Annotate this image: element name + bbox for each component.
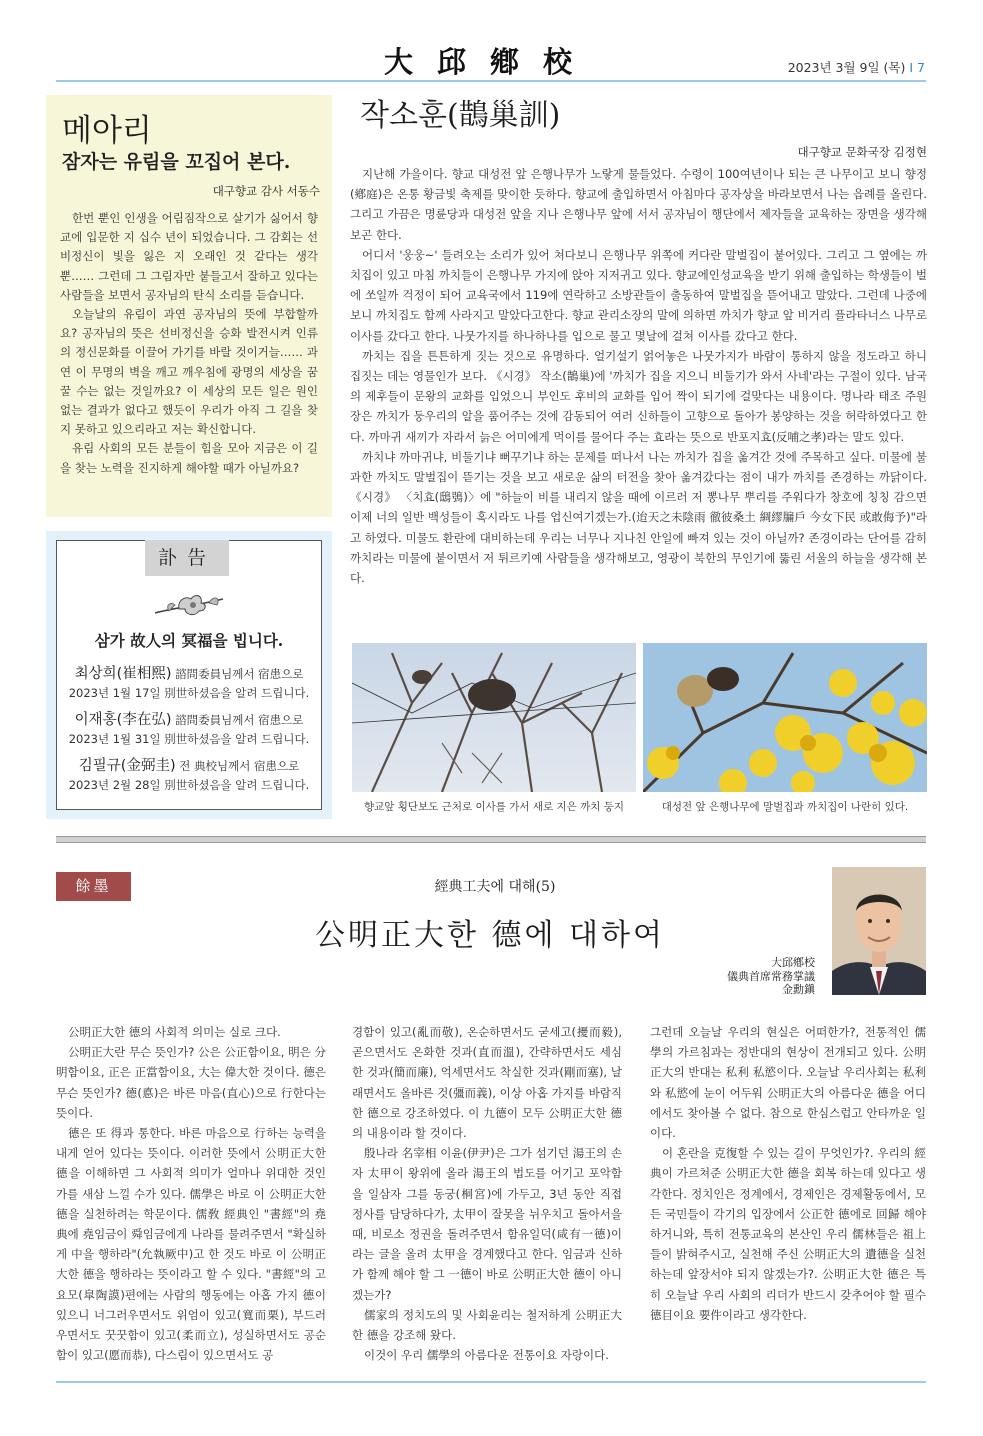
article-title: 작소훈(鵲巢訓) [360, 98, 561, 133]
photo-caption: 향교앞 횡단보도 근처로 이사를 가서 새로 지은 까치 둥지 [364, 801, 624, 813]
paragraph: 公明正大란 무슨 뜻인가? 公은 公正함이요, 明은 分明함이요, 正은 正當함이요, 大는 偉大한 것이다. 德은 무슨 뜻인가? 德(悳)은 바른 마음(直心)으로 行한다는 뜻이다. [56, 1045, 326, 1120]
photo-caption: 대성전 앞 은행나무에 말벌집과 까치집이 나란히 있다. [661, 801, 909, 813]
entry-line: 2023년 2월 28일 別世하셨음을 알려 드립니다. [68, 778, 310, 792]
essay-column-3 [650, 1022, 926, 1325]
author-portrait [832, 867, 926, 995]
entry-line: 2023년 1월 31일 別世하셨음을 알려 드립니다. [68, 732, 310, 746]
deceased-name: 최상희(崔相熙) [74, 666, 172, 682]
paragraph: 이 혼란을 克復할 수 있는 길이 무엇인가?. 우리의 經典이 가르쳐준 公明正大한 德을 회복 하는데 있다고 생각한다. 정치인은 정계에서, 경제인은 경제활동에서, 모든 국민들이 각기의 입장에서 公正한 德에로 回歸 해야 하거니와, 특히 전통교육의 본산인 우리 儒林들은 祖上들이 밝혀주시고, 실천해 주신 公明正大의 遺德을 실천하는데 앞장서야 되지 않겠는가?. 公明正大한 德은 특히 오늘날 우리 사회의 리더가 반드시 갖추어야 할 필수 德目이요 要件이라고 생각한다. [650, 1146, 926, 1322]
entry-line: 諮問委員님께서 宿患으로 [171, 667, 304, 681]
paragraph: 公明正大한 德의 사회적 의미는 실로 크다. [68, 1025, 281, 1039]
paragraph: 까치는 집을 튼튼하게 짓는 것으로 유명하다. 얼기설기 얽어놓은 나뭇가지가 바람이 통하지 않을 정도라고 하니 집짓는 데는 영물인가 보다. 《시경》 작소(鵲巢)에 '까치가 집을 지으니 비둘기가 와서 사네'라는 구절이 있다. 남국의 제후들이 문왕의 교화를 입었으니 부인도 후비의 교화를 입어 짝이 되기에 걸맞다는 내용이다. 명나라 태조 주원장은 까치가 둥우리의 알을 품어주는 것에 감동되어 여러 신하들이 고향으로 돌아가 봉양하는 것을 허락하였다고 한다. 까마귀 새끼가 자라서 늙은 어미에게 먹이를 물어다 주는 효라는 뜻으로 반포지효(反哺之孝)라는 말도 있다. [350, 348, 927, 444]
paragraph: 지난해 가을이다. 향교 대성전 앞 은행나무가 노랗게 물들었다. 수령이 100여년이나 되는 큰 나무이고 보니 향정(鄕庭)은 온통 황금빛 축제를 맞이한 듯하다. 향교에 출입하면서 아침마다 공자상을 바라보면서 나는 읍례를 올린다. 그리고 가끔은 명륜당과 대성전 앞을 지나 은행나무 앞에 서서 공자님이 행단에서 제자들을 교육하는 장면을 생각해 보곤 한다. [350, 167, 927, 242]
obituary-entry [57, 757, 321, 795]
obituary-wish: 삼가 故人의 冥福을 빕니다. [94, 631, 284, 650]
section-tag: 餘墨 [56, 872, 131, 901]
essay-column-1 [56, 1022, 326, 1365]
paragraph: 德은 또 得과 통한다. 바른 마음으로 行하는 능력을 내게 얻어 있다는 뜻이다. 이러한 뜻에서 公明正大한 德을 이해하면 그 사회적 의미가 얼마나 위대한 것인가를 새삼 느낄 수가 있다. 儒學은 바로 이 公明正大한 德을 실천하려는 학문이다. 儒敎 經典인 "書經"의 堯典에 堯임금이 舜임금에게 나라를 물려주면서 "확실하게 中을 행하라"(允執厥中)고 한 것도 바로 이 公明正大한 德을 행하라는 뜻이라고 할 수 있다. "書經"의 고요모(皐陶謨)편에는 사람의 행동에는 아홉 가지 德이 있으니 너그러우면서도 위엄이 있고(寬而栗), 부드러우면서도 꿋꿋함이 있고(柔而立), 성실하면서도 공순함이 있고(愿而恭), 다스림이 있으면서도 공 [56, 1126, 326, 1363]
paragraph: 殷나라 名宰相 이윤(伊尹)은 그가 섬기던 湯王의 손자 太甲이 왕위에 올라 湯王의 법도를 어기고 포악함을 일삼자 그를 동궁(桐宮)에 가두고, 3년 동안 직접 정사를 담당하다가, 太甲이 잘못을 뉘우치고 돌아서을 때, 비로소 정권을 돌려주면서 함유일덕(咸有一德)이라는 글을 올려 太甲을 경계했다고 한다. 임금과 신하가 함께 해야 할 그 一德이 바로 公明正大한 德이 아니겠는가? [352, 1146, 622, 1302]
meari-subtitle: 잠자는 유림을 꼬집어 본다. [62, 151, 291, 173]
meari-heading: 메아리 [62, 113, 152, 149]
paragraph: 한번 뿐인 인생을 어림짐작으로 살기가 싫어서 향교에 입문한 지 십수 년이 되었습니다. 그 감회는 선비정신이 빛을 잃은 지 오래인 것 같다는 생각뿐…… 그런데 그 그림자만 붙들고서 잘하고 있다는 사람들을 보면서 공자님의 탄식 소리를 듣습니다. [60, 211, 318, 302]
meari-author: 대구향교 감사 서동수 [212, 184, 320, 198]
essay-byline [727, 956, 815, 997]
essay-column-2 [352, 1022, 622, 1365]
flower-icon [149, 587, 229, 619]
paragraph: 어디서 '웅웅~' 들려오는 소리가 있어 쳐다보니 은행나무 위쪽에 커다란 말벌집이 붙어있다. 그리고 그 옆에는 까치집이 있고 마침 까치들이 은행나무 가지에 앉아 지저귀고 있다. 향교에인성교육을 받기 위해 출입하는 학생들이 벌에 쏘일까 걱정이 되어 교육국에서 119에 연락하고 소방관들이 출동하여 말벌집을 뜯어내고 말았다. 그런데 나중에 보니 까치집도 함께 사라지고 말았다고한다. 향교 관리소장의 말에 의하면 까치가 향교 앞 비거리 플라타너스 나무로 이사를 갔다고 한다. 나뭇가지를 하나하나를 입으로 물고 몇날에 걸쳐 이사를 갔다고 한다. [350, 247, 927, 343]
obituary-entry [57, 711, 321, 749]
newspaper-title: 大邱鄕校 [383, 45, 596, 79]
entry-line: 諮問委員님께서 宿患으로 [171, 713, 304, 727]
obituary-entry [57, 665, 321, 703]
masthead [0, 38, 983, 78]
magpie-nest-photo [352, 643, 636, 792]
obituary-box [46, 531, 332, 819]
section-divider [56, 836, 926, 843]
issue-date [788, 58, 925, 76]
byline-line: 金勳鎭 [782, 983, 815, 996]
article-author: 대구향교 문화국장 김정현 [797, 145, 927, 159]
article-body [350, 164, 927, 588]
deceased-name: 이재홍(李在弘) [74, 712, 172, 728]
byline-line: 大邱鄕校 [771, 956, 815, 969]
entry-line: 2023년 1월 17일 別世하셨음을 알려 드립니다. [68, 686, 310, 700]
page-number: 7 [917, 60, 925, 75]
byline-line: 儀典首席常務掌議 [727, 969, 815, 983]
paragraph: 경함이 있고(亂而敬), 온순하면서도 굳세고(擾而毅), 곧으면서도 온화한 것과(直而溫), 간략하면서도 세심한 것과(簡而廉), 억세면서도 착실한 것과(剛而塞), 날래면서도 올바른 것(彊而義), 이상 아홉 가지를 바람직한 德으로 강조하였다. 이 九德이 모두 公明正大한 德의 내용이라 할 것이다. [352, 1025, 622, 1141]
essay-title: 公明正大한 德에 대하여 [315, 918, 665, 953]
bottom-rule [56, 1381, 926, 1383]
page-separator: I [909, 60, 914, 75]
top-rule [56, 80, 926, 82]
obituary-tab: 訃告 [145, 540, 229, 576]
paragraph: 이것이 우리 儒學의 아름다운 전통이요 자랑이다. [364, 1348, 609, 1363]
meari-body [60, 209, 318, 478]
obituary-frame [56, 540, 322, 810]
meari-column [46, 95, 332, 517]
date-text: 2023년 3월 9일 (목) [787, 60, 906, 75]
ginkgo-nest-photo [643, 643, 927, 792]
paragraph: 유림 사회의 모든 분들이 힘을 모아 지금은 이 길을 찾는 노력을 진지하게 해야할 때가 아닐까요? [60, 441, 318, 475]
paragraph: 까치냐 까마귀냐, 비둘기냐 뻐꾸기냐 하는 문제를 떠나서 나는 까치가 집을 옮겨간 것에 주목하고 싶다. 미물에 불과한 까치도 말벌집이 뜯기는 것을 보고 새로운 삶의 터전을 찾아 옮겨갔다는 점이 내가 까치를 존경하는 까닭이다. 《시경》 〈치효(鴟鴞)〉에 "하늘이 비를 내리지 않을 때에 이르러 저 뽕나무 뿌리를 주워다가 창호에 칭칭 감으면 이제 너의 일반 백성들이 혹시라도 나를 업신여기겠는가.(迨天之未陰雨 徹彼桑土 綢繆牖戶 今女下民 或敢侮予)"라고 하였다. 미물도 환란에 대비하는데 우리는 너무나 지나친 안일에 빠져 있는 것이 아닐까? 존경이라는 단어를 감히 까치라는 미물에 붙이면서 저 튀르키예 사람들을 생각해보고, 영광이 북한의 무인기에 뚫린 서울의 하늘을 생각해 본다. [350, 449, 927, 586]
paragraph: 儒家의 정치도의 및 사회윤리는 철저하게 公明正大한 德을 강조해 왔다. [352, 1307, 622, 1343]
paragraph: 오늘날의 유림이 과연 공자님의 뜻에 부합할까요? 공자님의 뜻은 선비정신을 승화 발전시켜 인류의 정신문화를 이끌어 가기를 바랄 것이거늘…… 과연 이 무명의 벽을 깨고 깨우침에 광명의 세상을 꿈꿀 수는 없는 것일까요? 이 세상의 모든 일은 원인 없는 결과가 없다고 했듯이 우리가 아직 그 길을 찾지 못하고 있으리라고 저는 확신합니다. [60, 307, 318, 437]
deceased-name: 김필규(金弼圭) [78, 758, 176, 774]
series-title: 經典工夫에 대해(5) [434, 879, 556, 895]
entry-line: 전 典校님께서 宿患으로 [175, 759, 300, 773]
paragraph: 그런데 오늘날 우리의 현실은 어떠한가?, 전통적인 儒學의 가르침과는 정반대의 현상이 전개되고 있다. 公明正大의 반대는 私利 私慾이다. 오늘날 우리사회는 私利와 私慾에 눈이 어두워 公明正大의 아름다운 德을 어디에서도 찾아볼 수 없다. 참으로 한심스럽고 안타까운 일이다. [650, 1025, 926, 1141]
